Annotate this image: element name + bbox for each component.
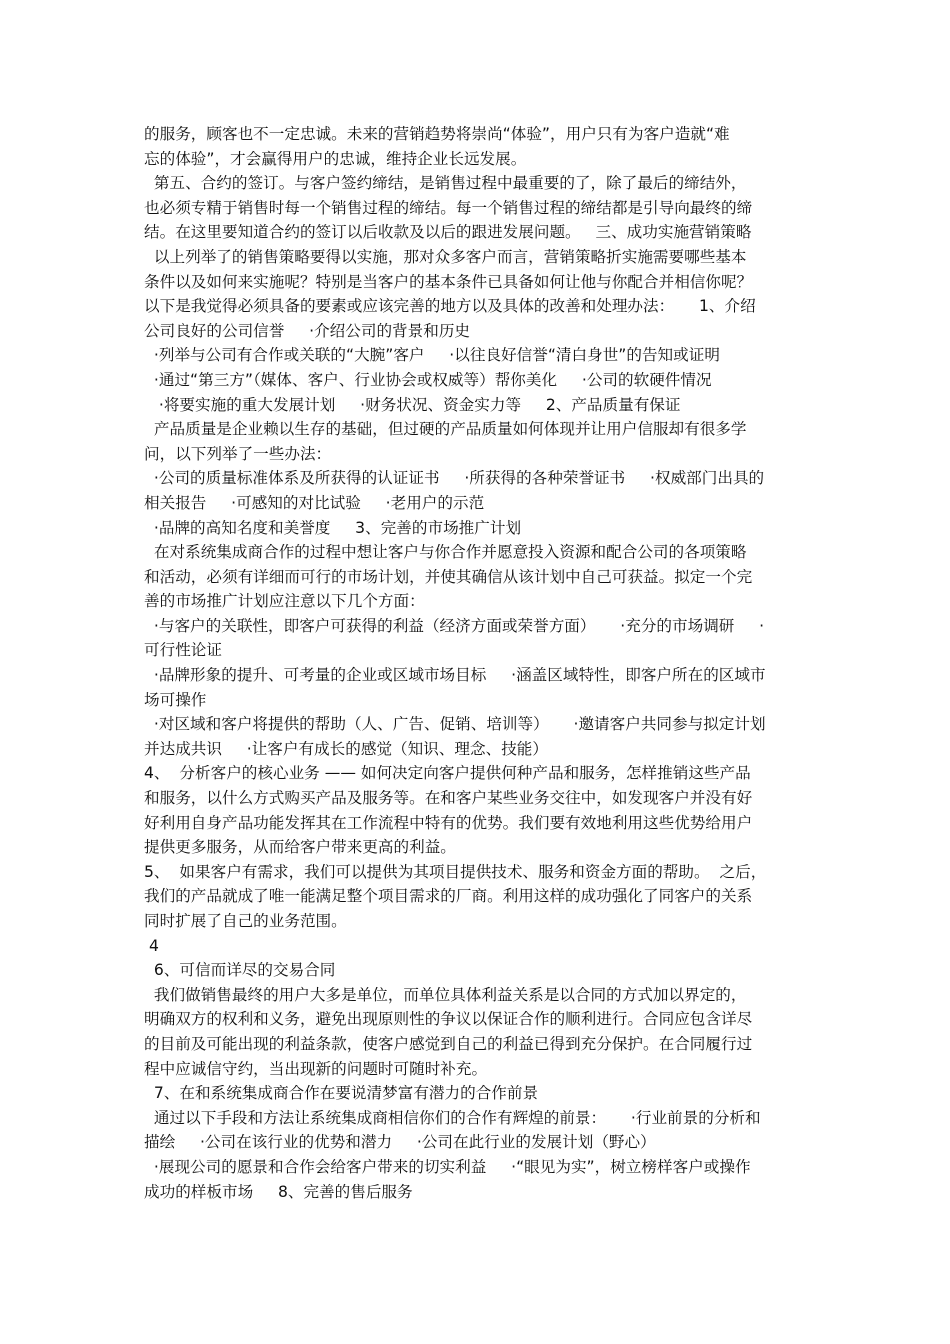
text-line: 同时扩展了自己的业务范围。 xyxy=(144,912,347,930)
text-line: 条件以及如何来实施呢？特别是当客户的基本条件已具备如何让他与你配合并相信你呢？ xyxy=(144,272,753,291)
text-line: ·与客户的关联性，即客户可获得的利益（经济方面或荣誉方面） ·充分的市场调研 · xyxy=(144,616,765,635)
text-line: 我们做销售最终的用户大多是单位，而单位具体利益关系是以合同的方式加以界定的， xyxy=(144,985,747,1004)
text-line: 和服务，以什么方式购买产品及服务等。在和客户某些业务交往中，如发现客户并没有好 xyxy=(144,789,753,808)
text-line: 明确双方的权利和义务，避免出现原则性的争议以保证合作的顺利进行。合同应包含详尽 xyxy=(144,1010,753,1029)
text-line: 的服务，顾客也不一定忠诚。未来的营销趋势将崇尚“体验”，用户只有为客户造就“难 xyxy=(144,125,730,143)
text-line: 以下是我觉得必须具备的要素或应该完善的地方以及具体的改善和处理办法： 1、介绍 xyxy=(144,297,756,316)
text-line: 公司良好的公司信誉 ·介绍公司的背景和历史 xyxy=(144,321,471,340)
text-line: 在对系统集成商合作的过程中想让客户与你合作并愿意投入资源和配合公司的各项策略 xyxy=(144,543,747,562)
text-line: 4、 分析客户的核心业务 —— 如何决定向客户提供何种产品和服务，怎样推销这些产品 xyxy=(144,764,751,783)
text-line: 程中应诚信守约，当出现新的问题时可随时补充。 xyxy=(144,1059,488,1078)
text-line: 我们的产品就成了唯一能满足整个项目需求的厂商。利用这样的成功强化了同客户的关系 xyxy=(144,887,753,906)
text-line: ·通过“第三方”（媒体、客户、行业协会或权威等）帮你美化 ·公司的软硬件情况 xyxy=(144,370,712,389)
text-line: 可行性论证 xyxy=(144,641,222,660)
text-line: ·列举与公司有合作或关联的“大腕”客户 ·以往良好信誉“清白身世”的告知或证明 xyxy=(144,346,720,365)
text-line: 并达成共识 ·让客户有成长的感觉（知识、理念、技能） xyxy=(144,739,548,758)
text-line: ·品牌的高知名度和美誉度 3、完善的市场推广计划 xyxy=(144,518,522,537)
text-line: ·将要实施的重大发展计划 ·财务状况、资金实力等 2、产品质量有保证 xyxy=(144,395,681,414)
text-line: 6、可信而详尽的交易合同 xyxy=(144,961,336,980)
text-line: 场可操作 xyxy=(144,690,207,709)
text-line: ·对区域和客户将提供的帮助（人、广告、促销、培训等） ·邀请客户共同参与拟定计划 xyxy=(144,715,766,734)
document-body xyxy=(144,122,814,1204)
text-line: 5、 如果客户有需求，我们可以提供为其项目提供技术、服务和资金方面的帮助。 之后， xyxy=(144,862,767,881)
text-line: 7、在和系统集成商合作在要说清梦富有潜力的合作前景 xyxy=(144,1084,539,1103)
text-line: 4 xyxy=(144,936,159,955)
text-line: 产品质量是企业赖以生存的基础，但过硬的产品质量如何体现并让用户信服却有很多学 xyxy=(144,420,747,439)
text-line: ·品牌形象的提升、可考量的企业或区域市场目标 ·涵盖区域特性，即客户所在的区域市 xyxy=(144,666,766,685)
text-line: 好利用自身产品功能发挥其在工作流程中特有的优势。我们要有效地利用这些优势给用户 xyxy=(144,813,753,832)
text-line: 问，以下列举了一些办法： xyxy=(144,444,332,463)
text-line: 相关报告 ·可感知的对比试验 ·老用户的示范 xyxy=(144,493,485,512)
text-line: 通过以下手段和方法让系统集成商相信你们的合作有辉煌的前景： ·行业前景的分析和 xyxy=(144,1108,761,1127)
text-line: 第五、合约的签订。与客户签约缔结，是销售过程中最重要的了，除了最后的缔结外， xyxy=(144,174,747,193)
text-line: 结。在这里要知道合约的签订以后收款及以后的跟进发展问题。 三、成功实施营销策略 xyxy=(144,223,752,242)
text-line: 描绘 ·公司在该行业的优势和潜力 ·公司在此行业的发展计划（野心） xyxy=(144,1133,656,1152)
text-line: 也必须专精于销售时每一个销售过程的缔结。每一个销售过程的缔结都是引导向最终的缔 xyxy=(144,198,753,217)
text-line: ·公司的质量标准体系及所获得的认证证书 ·所获得的各种荣誉证书 ·权威部门出具的 xyxy=(144,469,765,488)
text-line: 提供更多服务，从而给客户带来更高的利益。 xyxy=(144,838,456,857)
text-line: 忘的体验”，才会赢得用户的忠诚，维持企业长远发展。 xyxy=(144,149,527,168)
text-line: 以上列举了的销售策略要得以实施，那对众多客户而言，营销策略折实施需要哪些基本 xyxy=(144,247,747,266)
text-line: 善的市场推广计划应注意以下几个方面： xyxy=(144,592,425,611)
text-line: ·展现公司的愿景和合作会给客户带来的切实利益 ·“眼见为实”，树立榜样客户或操作 xyxy=(144,1157,751,1176)
text-line: 成功的样板市场 8、完善的售后服务 xyxy=(144,1182,413,1201)
text-line: 的目前及可能出现的利益条款，使客户感觉到自己的利益已得到充分保护。在合同履行过 xyxy=(144,1034,753,1053)
text-line: 和活动，必须有详细而可行的市场计划，并使其确信从该计划中自己可获益。拟定一个完 xyxy=(144,567,753,586)
